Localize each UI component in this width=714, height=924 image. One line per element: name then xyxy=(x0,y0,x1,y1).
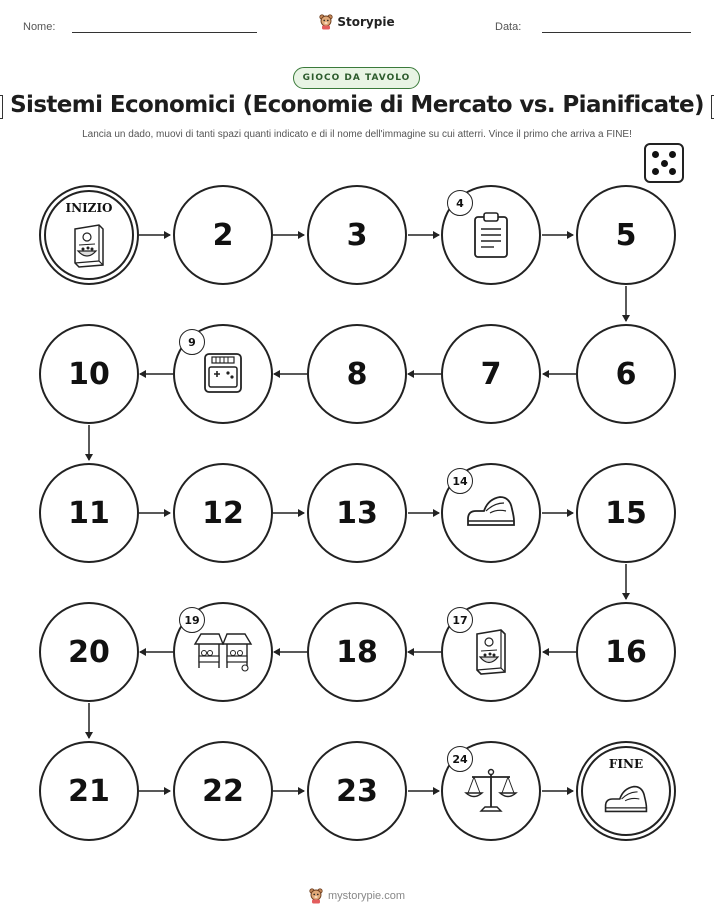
space-5[interactable] xyxy=(576,185,676,285)
space-number: 3 xyxy=(346,217,368,253)
market-stalls-icon xyxy=(193,628,253,674)
shoe-icon xyxy=(602,779,650,819)
date-label: Data: xyxy=(495,21,522,33)
space-number: 11 xyxy=(68,495,110,531)
space-number: 12 xyxy=(202,495,244,531)
space-number-tag: 19 xyxy=(179,607,205,633)
space-8[interactable] xyxy=(307,324,407,424)
space-number: 10 xyxy=(68,356,110,392)
space-start[interactable] xyxy=(39,185,139,285)
space-23[interactable] xyxy=(307,741,407,841)
page-title: Sistemi Economici (Economie di Mercato vs. Pianificate) xyxy=(10,92,704,118)
space-number: 15 xyxy=(605,495,647,531)
space-7[interactable] xyxy=(441,324,541,424)
finish-label: FINE xyxy=(608,757,644,771)
space-20[interactable] xyxy=(39,602,139,702)
clipboard-icon xyxy=(472,211,510,259)
space-2[interactable] xyxy=(173,185,273,285)
space-3[interactable] xyxy=(307,185,407,285)
space-number-tag: 17 xyxy=(447,607,473,633)
space-number: 13 xyxy=(336,495,378,531)
space-number: 16 xyxy=(605,634,647,670)
space-22[interactable] xyxy=(173,741,273,841)
bear-mascot-icon xyxy=(309,888,323,904)
space-number: 22 xyxy=(202,773,244,809)
start-label: INIZIO xyxy=(65,201,113,215)
space-number-tag: 14 xyxy=(447,468,473,494)
space-number-tag: 9 xyxy=(179,329,205,355)
space-6[interactable] xyxy=(576,324,676,424)
shoe-icon xyxy=(464,489,518,533)
space-number-tag: 4 xyxy=(447,190,473,216)
name-label: Nome: xyxy=(23,21,56,33)
space-16[interactable] xyxy=(576,602,676,702)
space-finish[interactable] xyxy=(576,741,676,841)
instructions: Lancia un dado, muovi di tanti spazi quanti indicato e di il nome dell'immagine su cui atterri. Vince il primo che arriva a FINE! xyxy=(82,129,632,140)
space-number: 6 xyxy=(615,356,637,392)
space-13[interactable] xyxy=(307,463,407,563)
space-18[interactable] xyxy=(307,602,407,702)
game-console-icon xyxy=(201,350,245,396)
space-15[interactable] xyxy=(576,463,676,563)
space-number: 21 xyxy=(68,773,110,809)
space-12[interactable] xyxy=(173,463,273,563)
cereal-box-icon xyxy=(471,628,511,676)
space-number: 18 xyxy=(336,634,378,670)
game-type-badge: GIOCO DA TAVOLO xyxy=(293,67,420,89)
space-21[interactable] xyxy=(39,741,139,841)
space-number: 5 xyxy=(615,217,637,253)
balance-scale-icon xyxy=(464,767,518,815)
space-number: 20 xyxy=(68,634,110,670)
space-11[interactable] xyxy=(39,463,139,563)
space-10[interactable] xyxy=(39,324,139,424)
space-number: 2 xyxy=(212,217,234,253)
space-number-tag: 24 xyxy=(447,746,473,772)
space-number: 8 xyxy=(346,356,368,392)
brand-name: Storypie xyxy=(337,15,395,29)
space-number: 7 xyxy=(480,356,502,392)
footer xyxy=(0,888,714,904)
cereal-box-icon xyxy=(69,223,109,269)
space-number: 23 xyxy=(336,773,378,809)
footer-website[interactable]: mystorypie.com xyxy=(327,890,406,902)
